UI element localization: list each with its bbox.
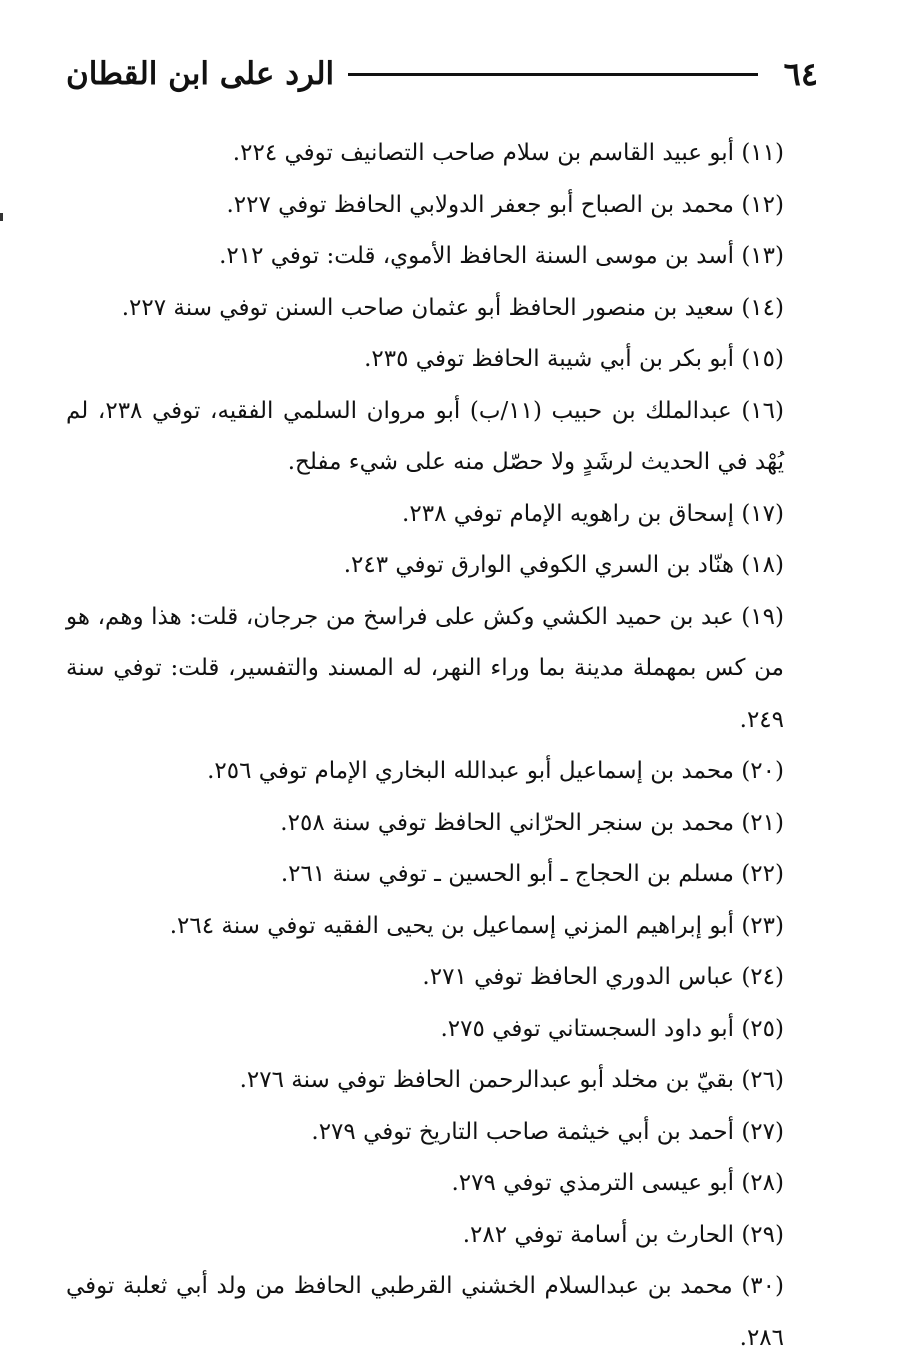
list-item: (١٤) سعيد بن منصور الحافظ أبو عثمان صاحب السنن توفي سنة ٢٢٧. [121,294,784,321]
running-title: الرد على ابن القطان [66,55,335,92]
list-item: (٢٧) أحمد بن أبي خيثمة صاحب التاريخ توفي ٢٧٩. [311,1118,784,1145]
list-item: (١٩) عبد بن حميد الكشي وكش على فراسخ من جرجان، قلت: هذا وهم، هو من كس بمهملة مدينة بما وراء النهر، له المسند والتفسير، قلت: توفي سنة ٢٤٩. [66,603,784,733]
list-item: (١٦) عبدالملك بن حبيب (١١/ب) أبو مروان السلمي الفقيه، توفي ٢٣٨، لم يُهْد في الحديث لرشَدٍ ولا حصّل منه على شيء مفلح. [66,397,784,475]
list-item: (٢٢) مسلم بن الحجاج ـ أبو الحسين ـ توفي سنة ٢٦١. [280,861,784,887]
list-item: (١٥) أبو بكر بن أبي شيبة الحافظ توفي ٢٣٥. [364,346,784,372]
list-item: (٢٨) أبو عيسى الترمذي توفي ٢٧٩. [451,1170,784,1196]
page-number: ٦٤ [783,55,818,93]
list-item: (٢٤) عباس الدوري الحافظ توفي ٢٧١. [422,964,784,990]
scan-margin-mark [0,213,3,221]
list-item: (١٣) أسد بن موسى السنة الحافظ الأموي، قلت: توفي ٢١٢. [219,243,784,269]
list-item: (٢٩) الحارث بن أسامة توفي ٢٨٢. [462,1221,784,1248]
list-item: (٣٠) محمد بن عبدالسلام الخشني القرطبي الحافظ من ولد أبي ثعلبة توفي ٢٨٦. [66,1273,784,1351]
list-item: (١٧) إسحاق بن راهويه الإمام توفي ٢٣٨. [402,500,784,527]
list-item: (١٢) محمد بن الصباح أبو جعفر الدولابي الحافظ توفي ٢٢٧. [226,191,784,218]
list-item: (٢٥) أبو داود السجستاني توفي ٢٧٥. [440,1015,784,1042]
list-item: (٢٣) أبو إبراهيم المزني إسماعيل بن يحيى الفقيه توفي سنة ٢٦٤. [169,912,784,939]
header-rule [348,73,757,76]
list-item: (٢١) محمد بن سنجر الحرّاني الحافظ توفي سنة ٢٥٨. [280,809,784,836]
page-header [66,50,818,98]
list-item: (١٨) هنّاد بن السري الكوفي الوارق توفي ٢٤٣. [343,552,784,578]
list-item: (٢٠) محمد بن إسماعيل أبو عبدالله البخاري الإمام توفي ٢٥٦. [207,758,784,784]
list-item: (١١) أبو عبيد القاسم بن سلام صاحب التصانيف توفي ٢٢٤. [232,140,784,166]
list-item: (٢٦) بقيّ بن مخلد أبو عبدالرحمن الحافظ توفي سنة ٢٧٦. [239,1067,784,1093]
entries-list [66,128,784,1364]
